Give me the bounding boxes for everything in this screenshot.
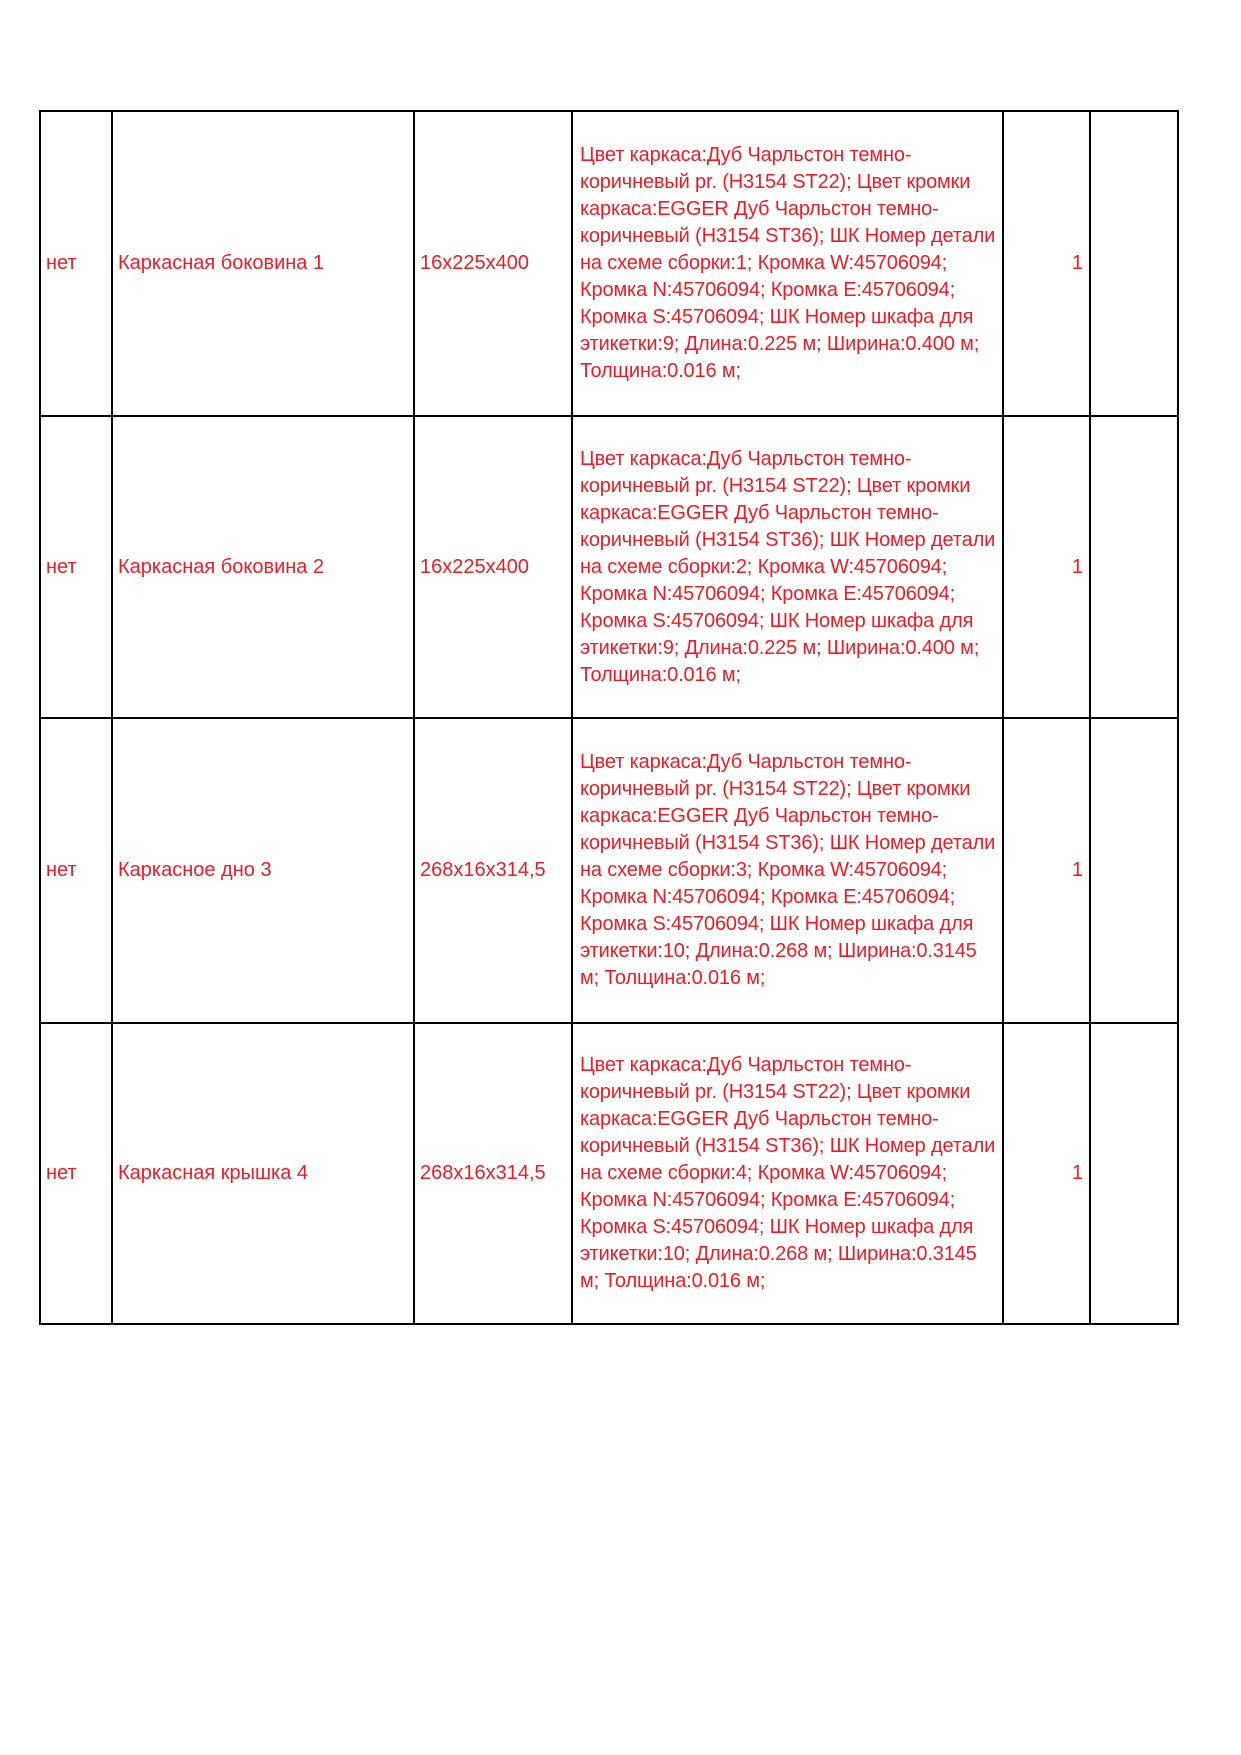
part-name-text: Каркасное дно 3	[118, 859, 272, 881]
flag-text: нет	[46, 252, 77, 274]
description-text: Цвет каркаса:Дуб Чарльстон темно-коричневый pr. (H3154 ST22); Цвет кромки каркаса:EGGER Дуб Чарльстон темно-коричневый (H3154 ST36); ШК Номер детали на схеме сборки:3; Кромка W:45706094; Кромка N:45706094; Кромка E:45706094; Кромка S:45706094; ШК Номер шкафа для этикетки:10; Длина:0.268 м; Ширина:0.3145 м; Толщина:0.016 м;	[580, 751, 996, 989]
table-row	[40, 111, 1178, 416]
cell-description	[572, 416, 1003, 718]
cell-empty	[1090, 718, 1178, 1023]
dimensions-text: 16x225x400	[420, 252, 529, 274]
flag-text: нет	[46, 555, 77, 578]
table-row	[40, 416, 1178, 718]
cell-quantity	[1003, 416, 1090, 718]
table-row	[40, 718, 1178, 1023]
cell-quantity	[1003, 1023, 1090, 1324]
cell-quantity	[1003, 111, 1090, 416]
parts-table	[39, 110, 1179, 1325]
quantity-text: 1	[1071, 1162, 1083, 1184]
description-text: Цвет каркаса:Дуб Чарльстон темно-коричневый pr. (H3154 ST22); Цвет кромки каркаса:EGGER Дуб Чарльстон темно-коричневый (H3154 ST36); ШК Номер детали на схеме сборки:2; Кромка W:45706094; Кромка N:45706094; Кромка E:45706094; Кромка S:45706094; ШК Номер шкафа для этикетки:9; Длина:0.225 м; Ширина:0.400 м; Толщина:0.016 м;	[580, 447, 996, 686]
quantity-text: 1	[1071, 555, 1083, 578]
dimensions-text: 16x225x400	[420, 555, 529, 578]
part-name-text: Каркасная крышка 4	[118, 1162, 309, 1184]
part-name-text: Каркасная боковина 2	[118, 555, 325, 578]
description-text: Цвет каркаса:Дуб Чарльстон темно-коричневый pr. (H3154 ST22); Цвет кромки каркаса:EGGER Дуб Чарльстон темно-коричневый (H3154 ST36); ШК Номер детали на схеме сборки:4; Кромка W:45706094; Кромка N:45706094; Кромка E:45706094; Кромка S:45706094; ШК Номер шкафа для этикетки:10; Длина:0.268 м; Ширина:0.3145 м; Толщина:0.016 м;	[580, 1054, 996, 1292]
cell-description	[572, 718, 1003, 1023]
cell-part-name	[112, 416, 414, 718]
dimensions-text: 268x16x314,5	[420, 1162, 546, 1184]
flag-text: нет	[46, 1162, 77, 1184]
cell-description	[572, 1023, 1003, 1324]
cell-quantity	[1003, 718, 1090, 1023]
cell-dimensions	[414, 416, 572, 718]
cell-part-name	[112, 718, 414, 1023]
part-name-text: Каркасная боковина 1	[118, 252, 325, 274]
quantity-text: 1	[1071, 252, 1083, 274]
cell-dimensions	[414, 718, 572, 1023]
flag-text: нет	[46, 859, 77, 881]
cell-empty	[1090, 1023, 1178, 1324]
cell-part-name	[112, 111, 414, 416]
cell-dimensions	[414, 1023, 572, 1324]
cell-part-name	[112, 1023, 414, 1324]
cell-flag	[40, 718, 112, 1023]
cell-dimensions	[414, 111, 572, 416]
quantity-text: 1	[1071, 859, 1083, 881]
cell-empty	[1090, 111, 1178, 416]
dimensions-text: 268x16x314,5	[420, 859, 546, 881]
cell-flag	[40, 111, 112, 416]
cell-flag	[40, 416, 112, 718]
cell-empty	[1090, 416, 1178, 718]
cell-description	[572, 111, 1003, 416]
table-row	[40, 1023, 1178, 1324]
cell-flag	[40, 1023, 112, 1324]
description-text: Цвет каркаса:Дуб Чарльстон темно-коричневый pr. (H3154 ST22); Цвет кромки каркаса:EGGER Дуб Чарльстон темно-коричневый (H3154 ST36); ШК Номер детали на схеме сборки:1; Кромка W:45706094; Кромка N:45706094; Кромка E:45706094; Кромка S:45706094; ШК Номер шкафа для этикетки:9; Длина:0.225 м; Ширина:0.400 м; Толщина:0.016 м;	[580, 144, 996, 382]
